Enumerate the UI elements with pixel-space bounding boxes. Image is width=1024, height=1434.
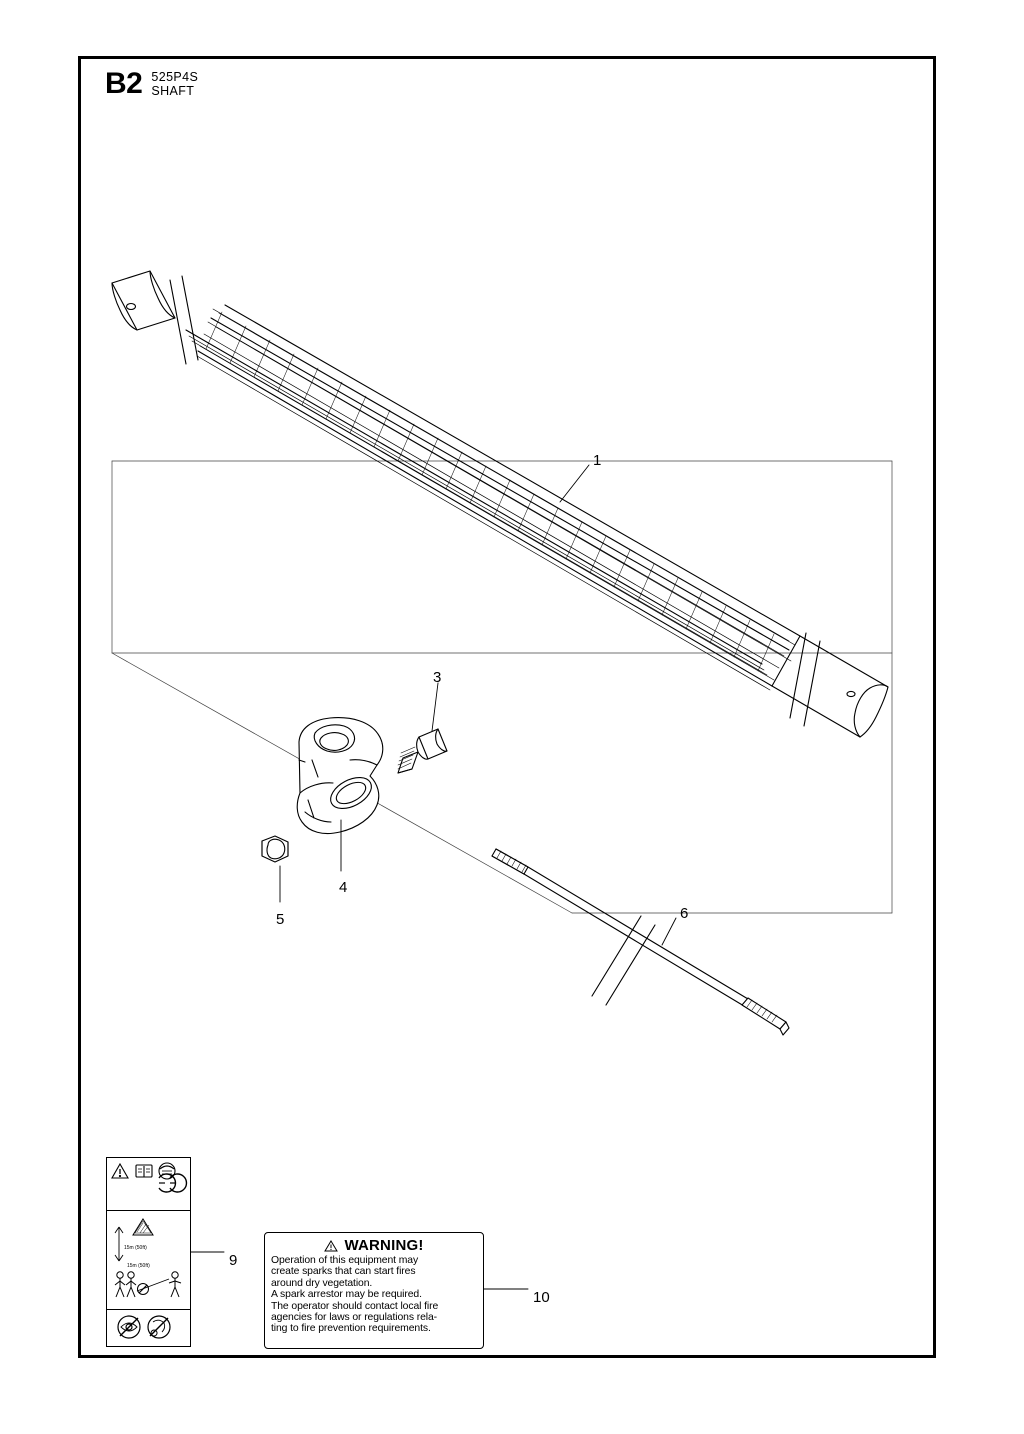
model-number: 525P4S xyxy=(151,70,199,84)
warning-decal-header xyxy=(271,1237,477,1254)
svg-text:15m (50ft): 15m (50ft) xyxy=(124,1245,147,1251)
section-code: B2 xyxy=(105,67,143,100)
callout-4: 4 xyxy=(339,879,348,896)
safety-decal xyxy=(106,1157,191,1347)
safety-decal-bottom-row xyxy=(107,1310,190,1346)
svg-text:15m (50ft): 15m (50ft) xyxy=(127,1263,150,1269)
safety-decal-distance-row xyxy=(107,1211,190,1310)
warning-triangle-icon xyxy=(324,1240,338,1252)
callout-1: 1 xyxy=(593,452,602,469)
callout-10: 10 xyxy=(533,1289,550,1306)
warning-line: agencies for laws or regulations rela- xyxy=(271,1312,437,1324)
safety-icons-row3 xyxy=(107,1310,190,1344)
page-header xyxy=(105,68,198,100)
warning-line: A spark arrestor may be required. xyxy=(271,1289,422,1301)
warning-decal xyxy=(264,1232,484,1349)
warning-body xyxy=(271,1255,477,1335)
warning-title: WARNING! xyxy=(344,1237,424,1254)
safety-icons-row1 xyxy=(107,1158,190,1208)
warning-line: around dry vegetation. xyxy=(271,1277,373,1289)
warning-line: create sparks that can start fires xyxy=(271,1266,416,1278)
diagram-frame xyxy=(78,56,936,1358)
safety-decal-top-row xyxy=(107,1158,190,1211)
callout-9: 9 xyxy=(229,1252,238,1269)
section-title: SHAFT xyxy=(151,84,195,98)
warning-line: Operation of this equipment may xyxy=(271,1255,419,1266)
callout-3: 3 xyxy=(433,669,442,686)
section-title-block xyxy=(151,70,198,98)
safety-distance-diagram xyxy=(107,1211,190,1307)
warning-line: ting to fire prevention requirements. xyxy=(271,1323,431,1335)
callout-6: 6 xyxy=(680,905,689,922)
callout-5: 5 xyxy=(276,911,285,928)
warning-line: The operator should contact local fire xyxy=(271,1300,439,1312)
